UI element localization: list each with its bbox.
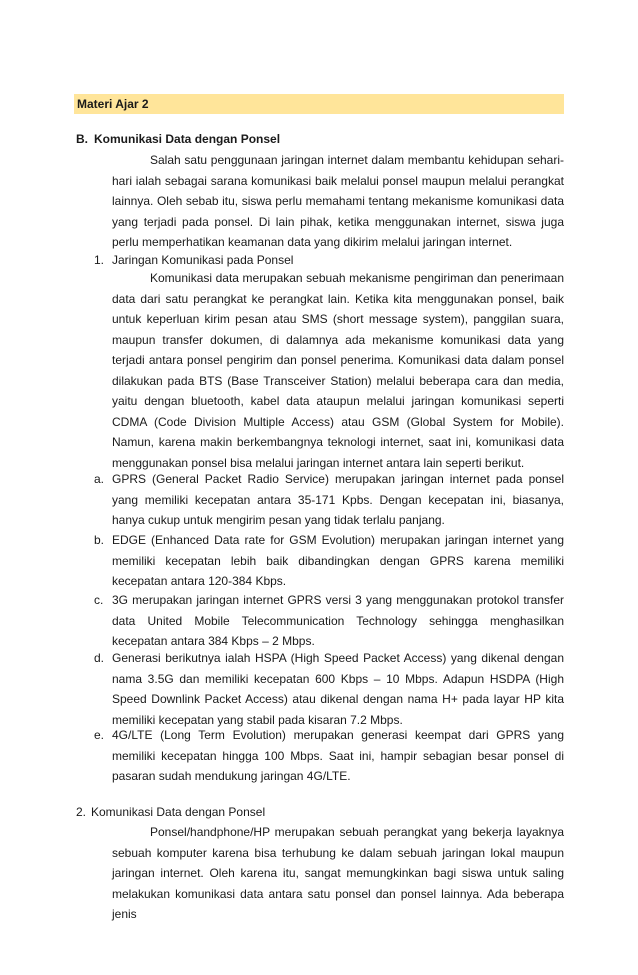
banner-title: Materi Ajar 2 [77, 97, 149, 111]
item1-paragraph [112, 268, 564, 473]
item2-body-text: Ponsel/handphone/HP merupakan sebuah perangkat yang bekerja layaknya sebuah komputer karena bisa terhubung ke dalam sebuah jaringan lokal maupun jaringan internet. Oleh karena itu, sangat memungkinkan bagi siswa untuk saling melakukan komunikasi data antara satu ponsel dan ponsel lainnya. Ada beberapa jenis [112, 825, 564, 921]
list-marker-c: c. [94, 593, 104, 607]
item2-marker: 2. [76, 805, 87, 819]
list-item-e: 4G/LTE (Long Term Evolution) merupakan generasi keempat dari GPRS yang memiliki kecepatan hingga 100 Mbps. Saat ini, hampir sebagian besar ponsel di pasaran sudah mendukung jaringan 4G/LTE. [112, 728, 564, 783]
list-marker-d: d. [94, 651, 105, 665]
list-item-a: GPRS (General Packet Radio Service) merupakan jaringan internet pada ponsel yang memiliki kecepatan antara 35-171 Kpbs. Dengan kecepatan ini, biasanya, hanya cukup untuk mengirim pesan yang tidak terlalu panjang. [112, 472, 564, 527]
section-marker: B. [76, 132, 88, 146]
item1-body-text: Komunikasi data merupakan sebuah mekanisme pengiriman dan penerimaan data dari satu perangkat ke perangkat lain. Ketika kita menggunakan ponsel, baik untuk keperluan kirim pesan atau SMS (short message system), panggilan suara, maupun transfer dokumen, di dalamnya ada mekanisme komunikasi data yang terjadi antara ponsel pengirim dan ponsel penerima. Komunikasi data dalam ponsel dilakukan pada BTS (Base Transceiver Station) melalui beberapa cara dan media, yaitu dengan bluetooth, kabel data ataupun melalui jaringan komunikasi seperti CDMA (Code Division Multiple Access) atau GSM (Global System for Mobile). Namun, karena makin berkembangnya teknologi internet, saat ini, komunikasi data menggunakan ponsel bisa melalui jaringan internet antara lain seperti berikut. [112, 271, 564, 470]
list-item-b: EDGE (Enhanced Data rate for GSM Evolution) merupakan jaringan internet yang memiliki kecepatan lebih baik dibandingkan dengan GPRS karena memiliki kecepatan antara 120-384 Kbps. [112, 533, 564, 588]
item1-title: Jaringan Komunikasi pada Ponsel [112, 253, 294, 267]
section-intro-text: Salah satu penggunaan jaringan internet dalam membantu kehidupan sehari-hari ialah sebagai sarana komunikasi baik melalui ponsel maupun melalui perangkat lainnya. Oleh sebab itu, siswa perlu memahami tentang mekanisme komunikasi data yang terjadi pada ponsel. Di lain pihak, ketika menggunakan internet, siswa juga perlu memperhatikan keamanan data yang dikirim melalui jaringan internet. [112, 153, 564, 249]
section-heading [76, 132, 280, 146]
list-item-c: 3G merupakan jaringan internet GPRS versi 3 yang menggunakan protokol transfer data United Mobile Telecommunication Technology sehingga menghasilkan kecepatan antara 384 Kbps – 2 Mbps. [112, 593, 564, 648]
list-marker-e: e. [94, 728, 105, 742]
list-item-d: Generasi berikutnya ialah HSPA (High Speed Packet Access) yang dikenal dengan nama 3.5G dan memiliki kecepatan 600 Kbps – 10 Mbps. Adapun HSDPA (High Speed Downlink Packet Access) atau dikenal dengan nama H+ pada layar HP kita memiliki kecepatan yang stabil pada kisaran 7.2 Mbps. [112, 651, 564, 727]
section-title: Komunikasi Data dengan Ponsel [94, 132, 281, 146]
item2-paragraph [112, 822, 564, 925]
section-intro-paragraph [112, 150, 564, 253]
section-banner [74, 94, 564, 114]
item1-marker: 1. [94, 253, 105, 267]
list-marker-b: b. [94, 533, 105, 547]
item2-title: Komunikasi Data dengan Ponsel [91, 805, 266, 819]
list-marker-a: a. [94, 472, 105, 486]
